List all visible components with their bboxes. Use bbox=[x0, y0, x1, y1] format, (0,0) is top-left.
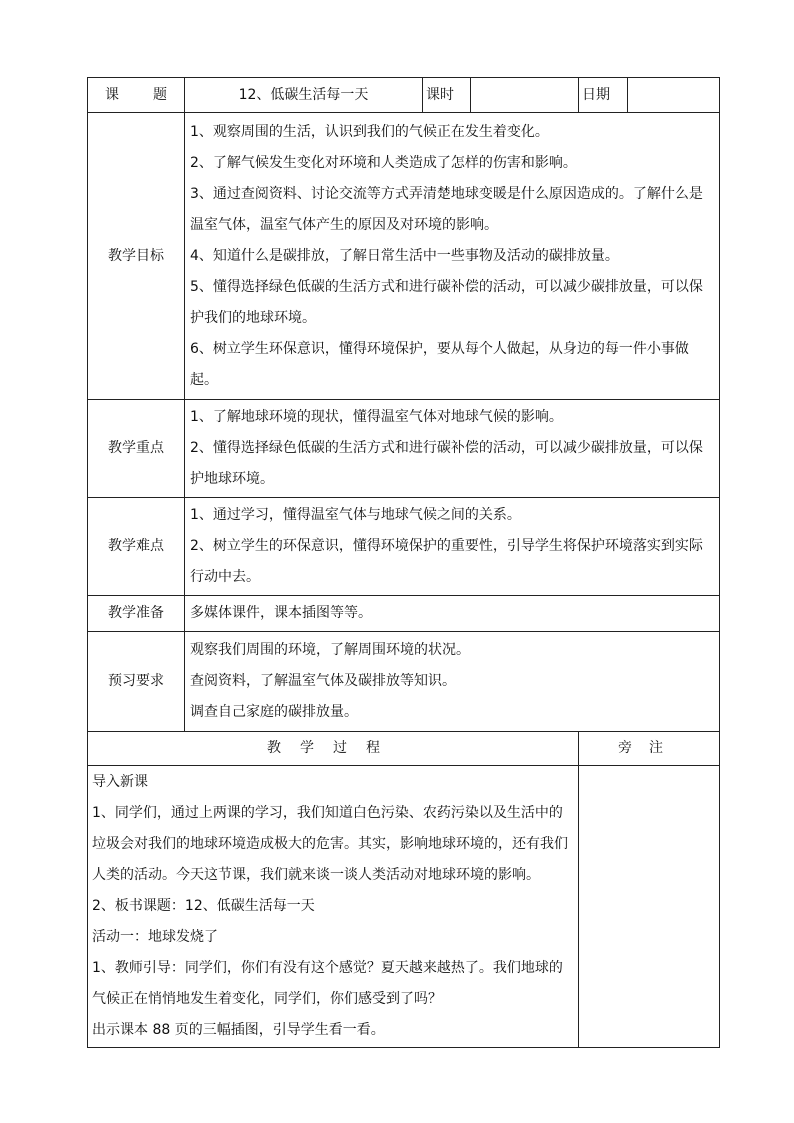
preview-content bbox=[185, 632, 720, 732]
goals-line: 4、知道什么是碳排放，了解日常生活中一些事物及活动的碳排放量。 bbox=[190, 247, 619, 264]
process-header-row bbox=[88, 732, 720, 766]
process-header bbox=[88, 732, 579, 766]
lesson-plan-table bbox=[87, 77, 720, 1048]
side-note-header bbox=[579, 732, 720, 766]
process-row bbox=[88, 766, 720, 1048]
date-value bbox=[628, 78, 720, 113]
goals-line: 2、了解气候发生变化对环境和人类造成了怎样的伤害和影响。 bbox=[190, 154, 577, 171]
goals-line: 5、懂得选择绿色低碳的生活方式和进行碳补偿的活动，可以减少碳排放量，可以保护我们的地球环境。 bbox=[190, 278, 703, 326]
goals-line: 3、通过查阅资料、讨论交流等方式弄清楚地球变暖是什么原因造成的。了解什么是温室气体，温室气体产生的原因及对环境的影响。 bbox=[190, 185, 703, 233]
preview-line: 查阅资料，了解温室气体及碳排放等知识。 bbox=[190, 673, 456, 689]
side-note-header-text: 旁注 bbox=[618, 740, 680, 756]
process-line: 导入新课 bbox=[92, 774, 148, 790]
key-points-row bbox=[88, 400, 720, 498]
preview-line: 调查自己家庭的碳排放量。 bbox=[190, 704, 358, 720]
difficulties-label: 教学难点 bbox=[88, 498, 185, 596]
side-note-content bbox=[579, 766, 720, 1048]
preparation-label: 教学准备 bbox=[88, 596, 185, 632]
process-header-text: 教学过程 bbox=[267, 740, 399, 756]
key-points-line: 2、懂得选择绿色低碳的生活方式和进行碳补偿的活动，可以减少碳排放量，可以保护地球环境。 bbox=[190, 440, 703, 487]
period-label: 课时 bbox=[423, 78, 471, 113]
goals-line: 6、树立学生环保意识，懂得环境保护，要从每个人做起，从身边的每一件小事做起。 bbox=[190, 340, 689, 388]
preview-label: 预习要求 bbox=[88, 632, 185, 732]
difficulties-row bbox=[88, 498, 720, 596]
date-label: 日期 bbox=[579, 78, 628, 113]
period-value bbox=[471, 78, 579, 113]
topic-label: 课 题 bbox=[88, 78, 185, 113]
process-line: 2、板书课题：12、低碳生活每一天 bbox=[92, 898, 315, 914]
key-points-label: 教学重点 bbox=[88, 400, 185, 498]
header-row bbox=[88, 78, 720, 113]
preview-line: 观察我们周围的环境，了解周围环境的状况。 bbox=[190, 642, 470, 658]
preparation-content bbox=[185, 596, 720, 632]
preview-row bbox=[88, 632, 720, 732]
difficulties-line: 2、树立学生的环保意识，懂得环境保护的重要性，引导学生将保护环境落实到实际行动中去。 bbox=[190, 538, 703, 585]
lesson-title: 12、低碳生活每一天 bbox=[185, 78, 423, 113]
process-line: 1、教师引导：同学们，你们有没有这个感觉？夏天越来越热了。我们地球的气候正在悄悄地发生着变化，同学们，你们感受到了吗？ bbox=[92, 960, 563, 1007]
key-points-content bbox=[185, 400, 720, 498]
goals-content bbox=[185, 113, 720, 400]
process-line: 活动一：地球发烧了 bbox=[92, 929, 218, 945]
process-line: 1、同学们，通过上两课的学习，我们知道白色污染、农药污染以及生活中的垃圾会对我们的地球环境造成极大的危害。其实，影响地球环境的，还有我们人类的活动。今天这节课，我们就来谈一谈人类活动对地球环境的影响。 bbox=[92, 805, 568, 883]
difficulties-line: 1、通过学习，懂得温室气体与地球气候之间的关系。 bbox=[190, 507, 521, 523]
difficulties-content bbox=[185, 498, 720, 596]
key-points-line: 1、了解地球环境的现状，懂得温室气体对地球气候的影响。 bbox=[190, 409, 563, 425]
process-line: 出示课本 88 页的三幅插图，引导学生看一看。 bbox=[92, 1022, 385, 1038]
goals-row bbox=[88, 113, 720, 400]
preparation-line: 多媒体课件，课本插图等等。 bbox=[190, 605, 372, 621]
goals-label: 教学目标 bbox=[88, 113, 185, 400]
goals-line: 1、观察周围的生活，认识到我们的气候正在发生着变化。 bbox=[190, 123, 549, 140]
preparation-row bbox=[88, 596, 720, 632]
process-content bbox=[88, 766, 579, 1048]
